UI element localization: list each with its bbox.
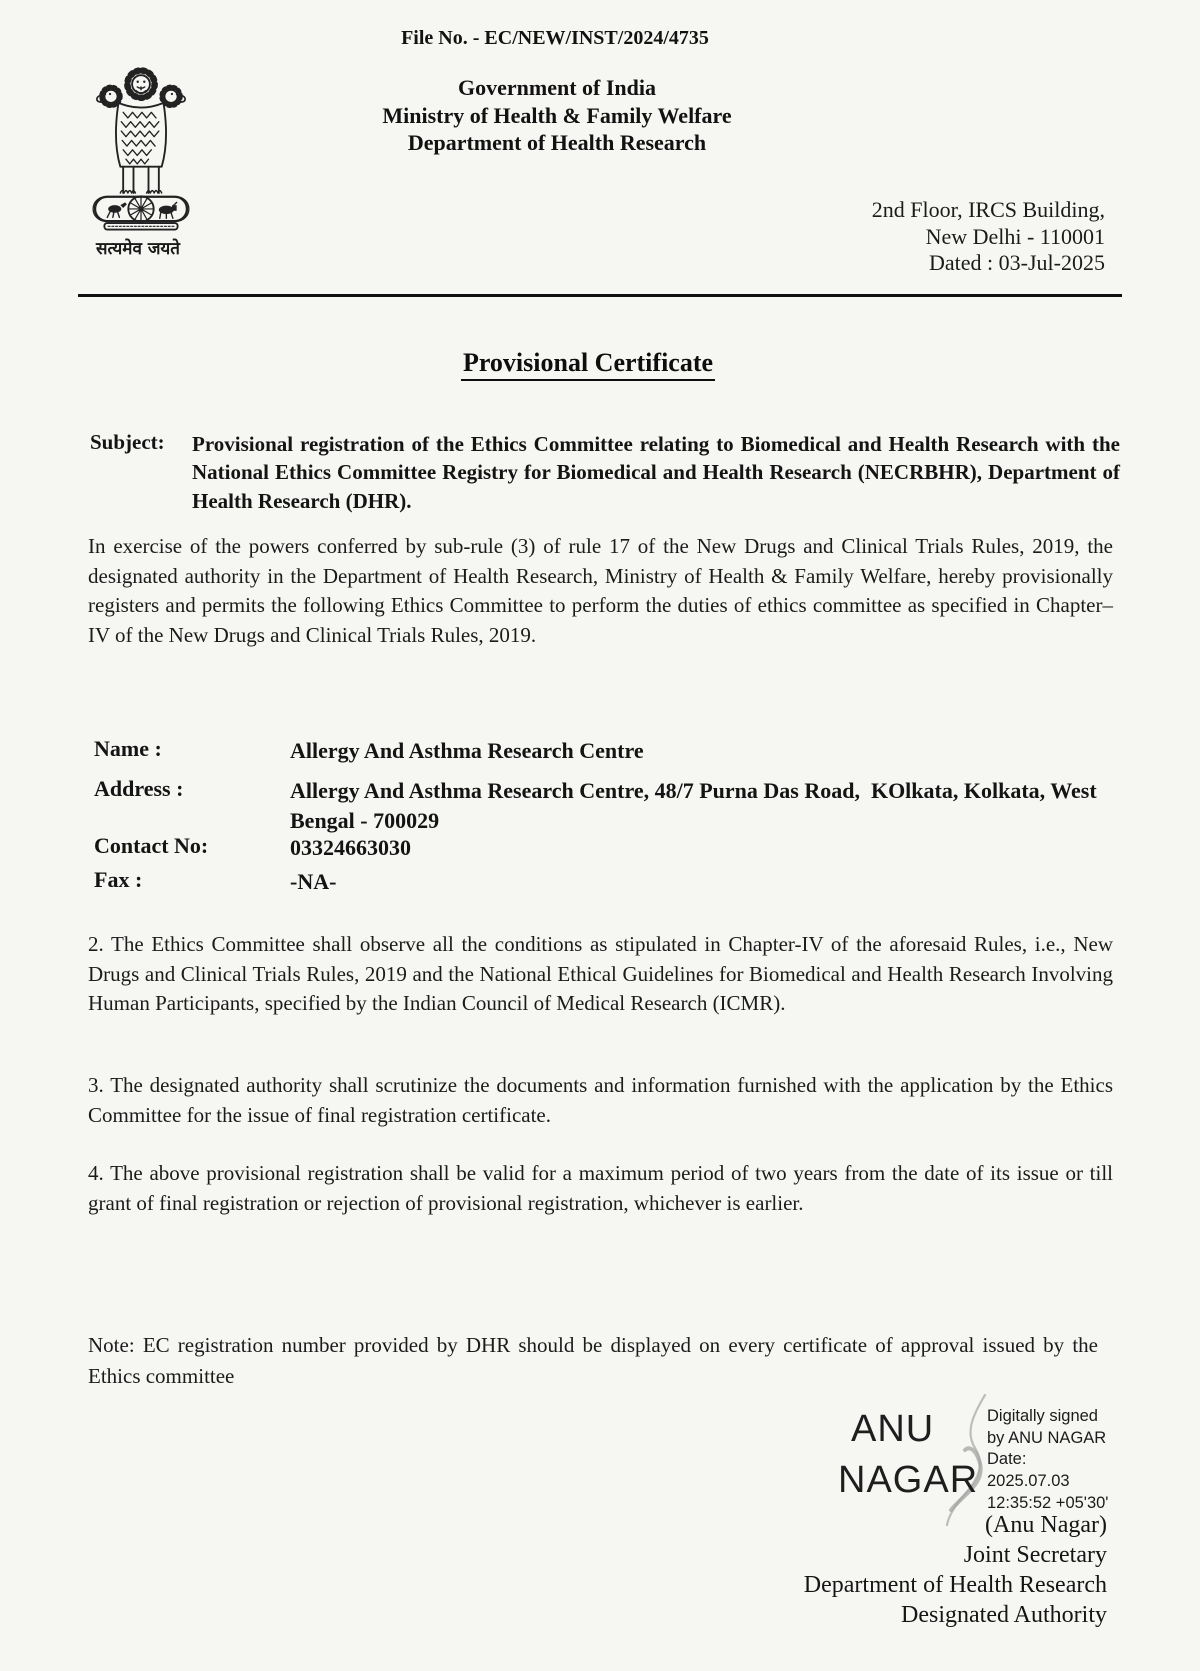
date-line: Dated : 03-Jul-2025: [929, 250, 1105, 276]
address-value: Allergy And Asthma Research Centre, 48/7 Purna Das Road, KOlkata, Kolkata, West Bengal - 700029: [290, 778, 1103, 833]
title-wrap: [0, 348, 1176, 381]
org-line-department: Department of Health Research: [407, 130, 707, 155]
stamp-line-2: NAGAR: [838, 1459, 979, 1501]
office-address-block: [872, 197, 1105, 277]
subject-text: Provisional registration of the Ethics Committee relating to Biomedical and Health Research with the National Ethics Committee Registry for Biomedical and Health Research (NECRBHR), Department of Health Research (DHR).: [192, 432, 1120, 513]
org-header: [0, 74, 1114, 157]
digital-line-4: 2025.07.03: [987, 1472, 1070, 1491]
clause-4: 4. The above provisional registration shall be valid for a maximum period of two years from the date of its issue or till grant of final registration or rejection of provisional registration, whichever is earlier.: [88, 1161, 1113, 1215]
emblem-motto: सत्यमेव जयते: [96, 239, 180, 259]
digital-signature-details: [987, 1406, 1119, 1515]
address-label: Address :: [94, 776, 184, 801]
fax-label: Fax :: [94, 867, 143, 892]
digital-line-5: 12:35:52 +05'30': [987, 1493, 1109, 1512]
office-address-line-1: 2nd Floor, IRCS Building,: [871, 197, 1105, 222]
digital-line-2: by ANU NAGAR: [987, 1428, 1107, 1447]
signer-title: Joint Secretary: [963, 1542, 1107, 1568]
signer-name: (Anu Nagar): [985, 1512, 1107, 1538]
name-label: Name :: [94, 736, 162, 761]
org-line-country: Government of India: [458, 75, 656, 100]
office-address-line-2: New Delhi - 110001: [925, 223, 1105, 249]
digital-line-1: Digitally signed: [987, 1407, 1098, 1425]
file-number: File No. - EC/NEW/INST/2024/4735: [401, 27, 709, 49]
clause-3: 3. The designated authority shall scrutinize the documents and information furnished with the application by the Ethics Committee for the issue of final registration certificate.: [88, 1073, 1113, 1127]
intro-paragraph: In exercise of the powers conferred by sub-rule (3) of rule 17 of the New Drugs and Clinical Trials Rules, 2019, the designated authority in the Department of Health Research, Ministry of Health & Family Welfare, hereby provisionally registers and permits the following Ethics Committee to perform the duties of ethics committee as specified in Chapter–IV of the New Drugs and Clinical Trials Rules, 2019.: [88, 534, 1113, 647]
signature-stamp-name: [838, 1404, 978, 1506]
fax-value: -NA-: [290, 869, 337, 894]
digital-line-3: Date:: [987, 1450, 1027, 1469]
org-line-ministry: Ministry of Health & Family Welfare: [382, 102, 732, 128]
clause-2: 2. The Ethics Committee shall observe all the conditions as stipulated in Chapter-IV of the aforesaid Rules, i.e., New Drugs and Clinical Trials Rules, 2019 and the National Ethical Guidelines for Biomedical and Health Research Involving Human Participants, specified by the Indian Council of Medical Research (ICMR).: [88, 932, 1113, 1016]
certificate-title: Provisional Certificate: [461, 348, 715, 381]
subject-label: Subject:: [90, 430, 165, 454]
signer-department: Department of Health Research: [803, 1572, 1107, 1598]
note-text: Note: EC registration number provided by DHR should be displayed on every certificate of approval issued by the Ethics committee: [88, 1333, 1098, 1388]
signer-authority: Designated Authority: [901, 1602, 1107, 1628]
contact-value: 03324663030: [290, 835, 411, 860]
stamp-line-1: ANU: [851, 1408, 935, 1450]
signer-block: [804, 1510, 1107, 1630]
header-divider: [78, 294, 1122, 297]
contact-label: Contact No:: [94, 833, 209, 858]
name-value: Allergy And Asthma Research Centre: [290, 738, 644, 763]
